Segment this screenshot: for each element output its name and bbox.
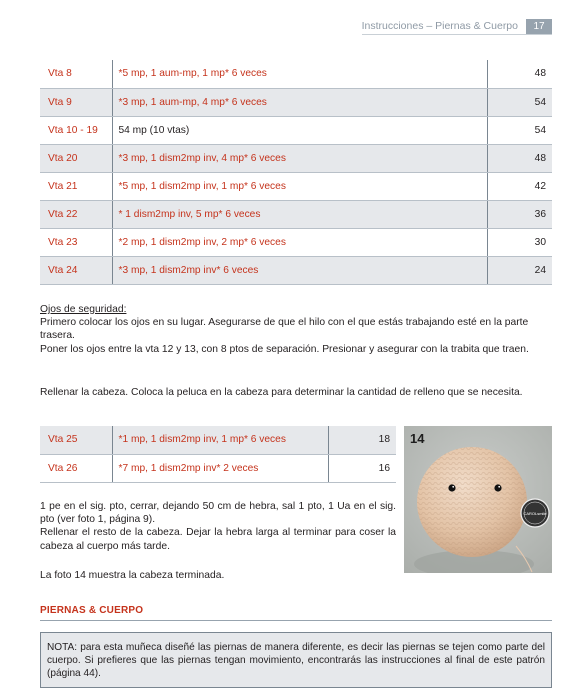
instructions-cell: *5 mp, 1 aum-mp, 1 mp* 6 veces	[112, 60, 487, 88]
stitch-count-cell: 42	[487, 172, 552, 200]
instructions-cell: *7 mp, 1 dism2mp inv* 2 veces	[112, 454, 328, 482]
photo-caption-text: La foto 14 muestra la cabeza terminada.	[40, 570, 225, 581]
photo-caption	[40, 569, 396, 582]
table-row	[40, 228, 552, 256]
header-title: Instrucciones – Piernas & Cuerpo	[361, 20, 518, 32]
stitch-count-cell: 30	[487, 228, 552, 256]
stitch-count-cell: 48	[487, 60, 552, 88]
round-cell: Vta 9	[40, 88, 112, 116]
stitch-count-cell: 54	[487, 116, 552, 144]
stitch-count-cell: 16	[328, 454, 396, 482]
round-cell: Vta 26	[40, 454, 112, 482]
safety-eyes-text-1: Primero colocar los ojos en su lugar. Asegurarse de que el hilo con el que estás trabajando esté en la parte trasera.	[40, 317, 529, 342]
round-cell: Vta 20	[40, 144, 112, 172]
table-row	[40, 116, 552, 144]
instructions-cell: *2 mp, 1 dism2mp inv, 2 mp* 6 veces	[112, 228, 487, 256]
note-box	[40, 632, 552, 688]
round-cell: Vta 8	[40, 60, 112, 88]
table-row	[40, 454, 396, 482]
table-row	[40, 426, 396, 454]
round-cell: Vta 21	[40, 172, 112, 200]
instructions-cell: *5 mp, 1 dism2mp inv, 1 mp* 6 veces	[112, 172, 487, 200]
photo-number: 14	[410, 431, 425, 446]
header-rule	[362, 34, 552, 35]
instructions-cell: 54 mp (10 vtas)	[112, 116, 487, 144]
watermark-stamp	[520, 498, 550, 528]
instructions-cell: *3 mp, 1 dism2mp inv* 6 veces	[112, 256, 487, 284]
stitch-count-cell: 36	[487, 200, 552, 228]
stitch-count-cell: 18	[328, 426, 396, 454]
instructions-cell: *3 mp, 1 aum-mp, 4 mp* 6 veces	[112, 88, 487, 116]
watermark-text: CAROLsmile	[523, 511, 547, 516]
table-row	[40, 60, 552, 88]
rounds-table-a	[40, 60, 552, 285]
round-cell: Vta 23	[40, 228, 112, 256]
instructions-cell: *1 mp, 1 dism2mp inv, 1 mp* 6 veces	[112, 426, 328, 454]
section-rule	[40, 620, 552, 621]
table-row	[40, 256, 552, 284]
closing-text-2: Rellenar el resto de la cabeza. Dejar la hebra larga al terminar para coser la cabeza al cuerpo más tarde.	[40, 527, 396, 552]
page-header	[362, 18, 552, 34]
stitch-count-cell: 48	[487, 144, 552, 172]
stuffing-text: Rellenar la cabeza. Coloca la peluca en la cabeza para determinar la cantidad de relleno que se necesita.	[40, 387, 523, 398]
stitch-count-cell: 54	[487, 88, 552, 116]
round-cell: Vta 24	[40, 256, 112, 284]
round-cell: Vta 22	[40, 200, 112, 228]
section-title: PIERNAS & CUERPO	[40, 605, 144, 616]
note-text: NOTA: para esta muñeca diseñé las piernas de manera diferente, es decir las piernas se tejen como parte del cuerpo. Si prefieres que las piernas tengan movimiento, encontrarás las instrucciones al final de este patrón (página 44).	[47, 642, 545, 679]
closing-block	[40, 500, 396, 553]
round-cell: Vta 25	[40, 426, 112, 454]
page-number: 17	[526, 19, 552, 34]
instructions-cell: *3 mp, 1 dism2mp inv, 4 mp* 6 veces	[112, 144, 487, 172]
table-row	[40, 144, 552, 172]
table-row	[40, 88, 552, 116]
rounds-table-b	[40, 426, 396, 483]
safety-eyes-block	[40, 303, 554, 356]
right-eye	[494, 484, 501, 491]
safety-eyes-heading: Ojos de seguridad:	[40, 304, 127, 315]
table-row	[40, 172, 552, 200]
stitch-count-cell: 24	[487, 256, 552, 284]
table-row	[40, 200, 552, 228]
stuffing-block	[40, 386, 554, 399]
closing-text-1: 1 pe en el sig. pto, cerrar, dejando 50 cm de hebra, sal 1 pto, 1 Ua en el sig. pto (ver foto 1, página 9).	[40, 501, 396, 526]
safety-eyes-text-2: Poner los ojos entre la vta 12 y 13, con 8 ptos de separación. Presionar y asegurar con la trabita que traen.	[40, 343, 529, 355]
finished-head-photo	[404, 426, 552, 573]
round-cell: Vta 10 - 19	[40, 116, 112, 144]
instructions-cell: * 1 dism2mp inv, 5 mp* 6 veces	[112, 200, 487, 228]
left-eye	[448, 484, 455, 491]
